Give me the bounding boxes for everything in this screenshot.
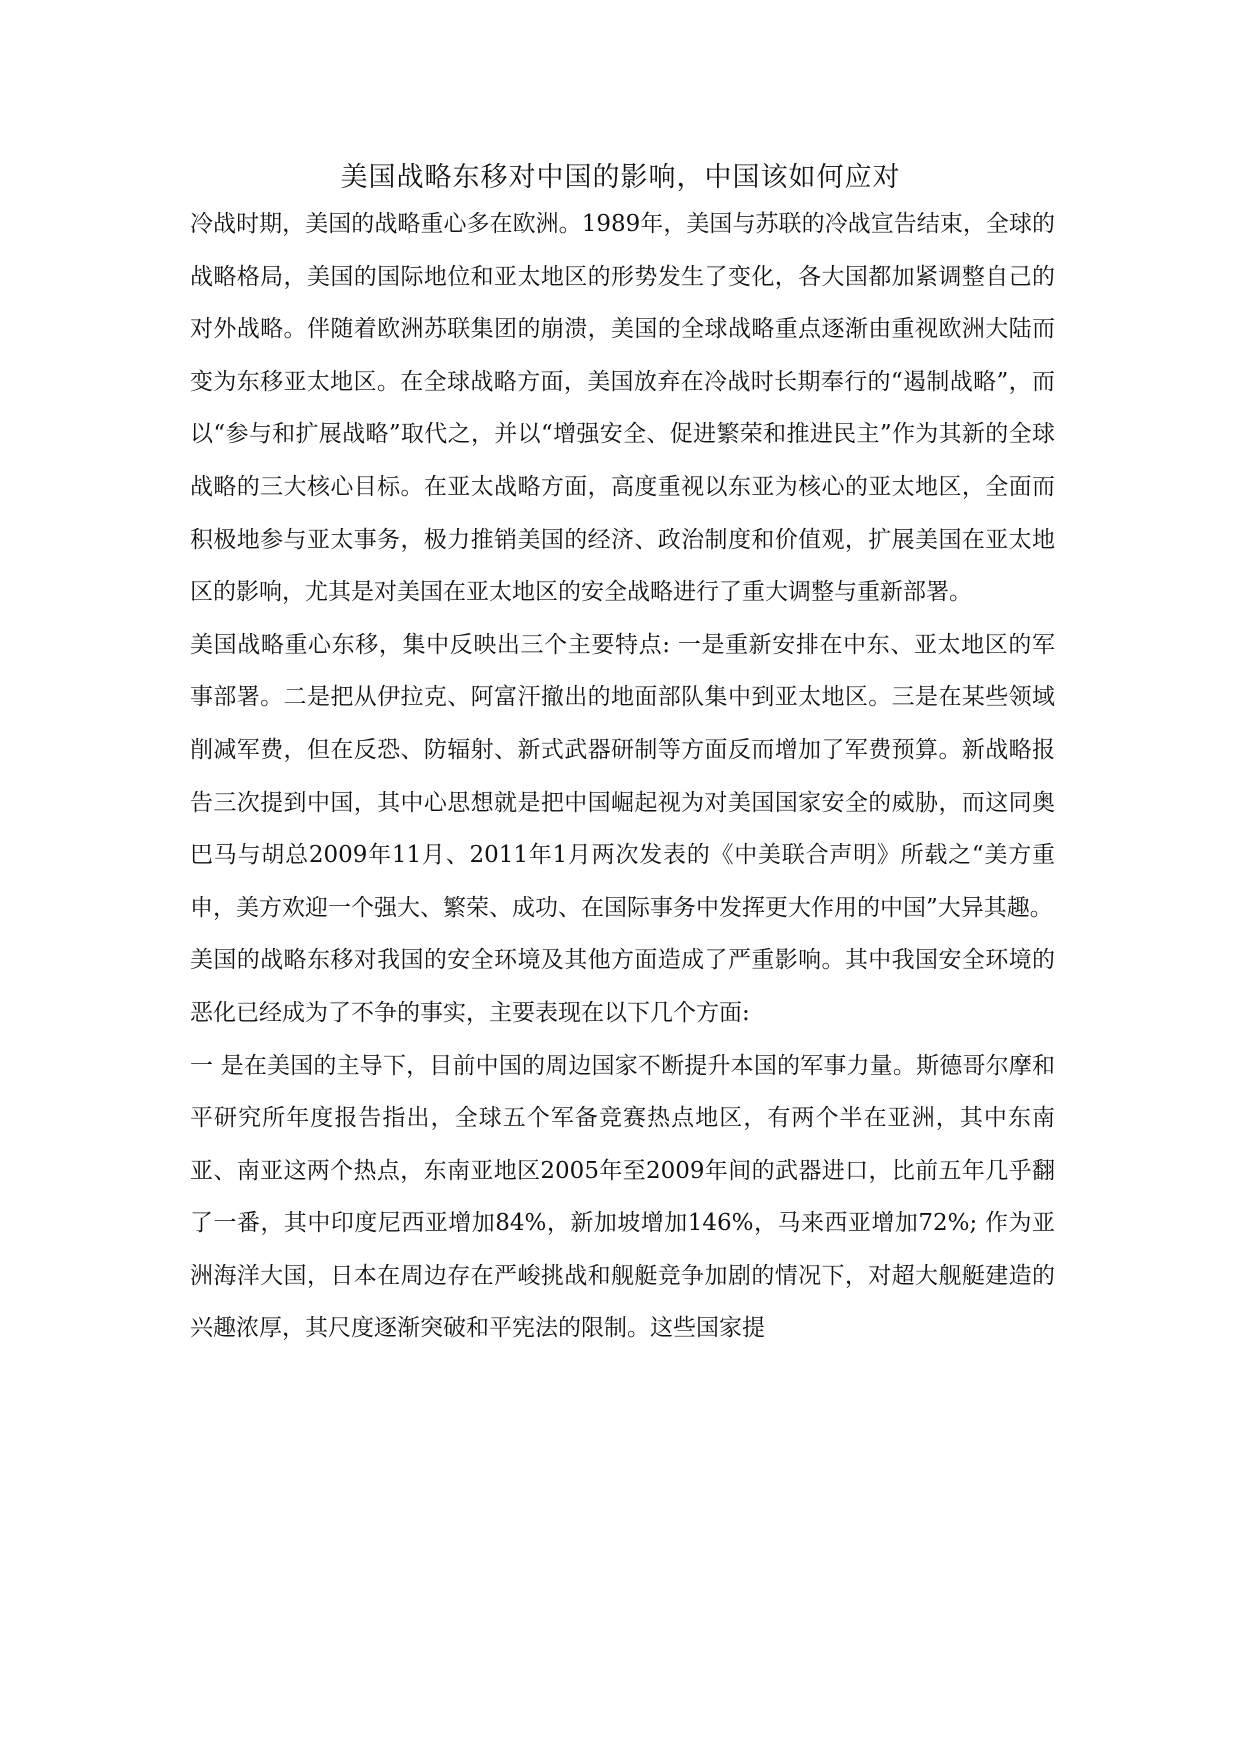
paragraph-cold-war-strategy: 冷战时期，美国的战略重心多在欧洲。1989年，美国与苏联的冷战宣告结束，全球的战略格局，美国的国际地位和亚太地区的形势发生了变化，各大国都加紧调整自己的对外战略。伴随着欧洲苏联集团的崩溃，美国的全球战略重点逐渐由重视欧洲大陆而变为东移亚太地区。在全球战略方面，美国放弃在冷战时长期奉行的“遏制战略”，而以“参与和扩展战略”取代之，并以“增强安全、促进繁荣和推进民主”作为其新的全球战略的三大核心目标。在亚太战略方面，高度重视以东亚为核心的亚太地区，全面而积极地参与亚太事务，极力推销美国的经济、政治制度和价值观，扩展美国在亚太地区的影响，尤其是对美国在亚太地区的安全战略进行了重大调整与重新部署。 [190,211,1055,606]
paragraph-three-features: 美国战略重心东移，集中反映出三个主要特点: 一是重新安排在中东、亚太地区的军事部署。二是把从伊拉克、阿富汗撤出的地面部队集中到亚太地区。三是在某些领域削减军费，但在反恐、防辐射、新式武器研制等方面反而增加了军费预算。新战略报告三次提到中国，其中心思想就是把中国崛起视为对美国国家安全的威胁，而这同奥巴马与胡总2009年11月、2011年1月两次发表的《中美联合声明》所载之“美方重申，美方欢迎一个强大、繁荣、成功、在国际事务中发挥更大作用的中国”大异其趣。 [190,631,1055,921]
document-body [190,198,1055,1355]
paragraph-military-buildup: 一 是在美国的主导下，目前中国的周边国家不断提升本国的军事力量。斯德哥尔摩和平研究所年度报告指出，全球五个军备竞赛热点地区，有两个半在亚洲，其中东南亚、南亚这两个热点，东南亚地区2005年至2009年间的武器进口，比前五年几乎翻了一番，其中印度尼西亚增加84%，新加坡增加146%，马来西亚增加72%; 作为亚洲海洋大国，日本在周边存在严峻挑战和舰艇竞争加剧的情况下，对超大舰艇建造的兴趣浓厚，其尺度逐渐突破和平宪法的限制。这些国家提 [190,1052,1055,1342]
paragraph-security-impact: 美国的战略东移对我国的安全环境及其他方面造成了严重影响。其中我国安全环境的恶化已经成为了不争的事实，主要表现在以下几个方面: [190,947,1055,1026]
document-title: 美国战略东移对中国的影响，中国该如何应对 [340,162,901,193]
